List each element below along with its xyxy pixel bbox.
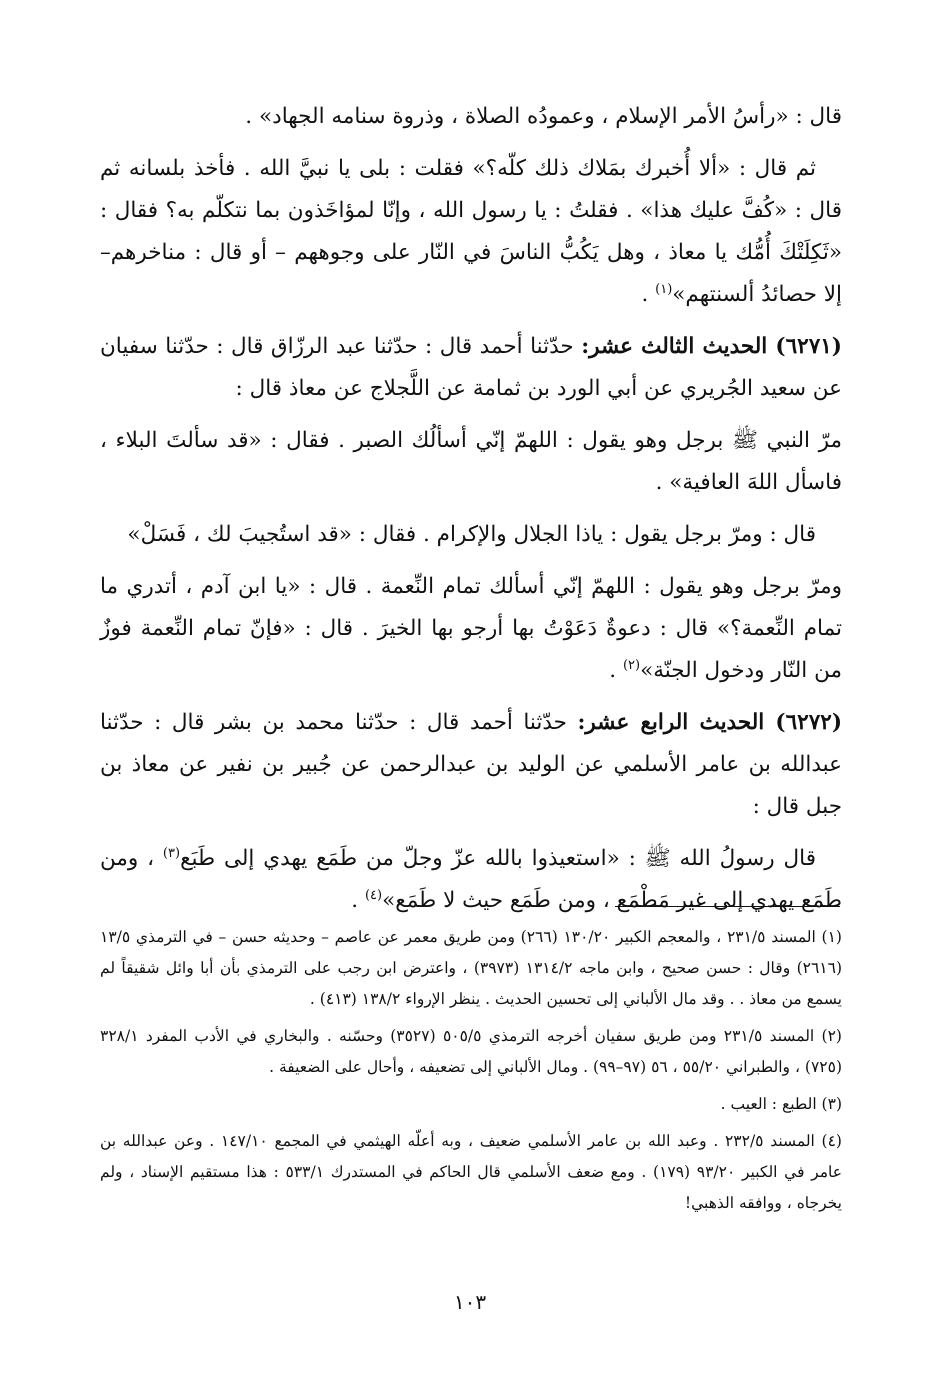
punctuation: . bbox=[641, 282, 656, 307]
footnotes bbox=[100, 922, 842, 1225]
footnote-ref: (٢) bbox=[622, 657, 641, 673]
footnote: (٣) الطبع : العيب . bbox=[720, 1095, 842, 1113]
hadith-heading: (٦٢٧٢) الحديث الرابع عشر: bbox=[577, 710, 842, 735]
punctuation: . bbox=[351, 888, 365, 913]
paragraph bbox=[100, 420, 842, 504]
hadith-heading-paragraph bbox=[100, 702, 842, 828]
paragraph bbox=[100, 514, 842, 556]
paragraph-text: ، ومن طَمَع يهدي إلى غير مَطْمَع ، ومن طَمَع حيث لا طَمَع» bbox=[100, 846, 842, 913]
footnote: (١) المسند ٢٣١/٥ ، والمعجم الكبير ١٣٠/٢٠ (٢٦٦) ومن طريق معمر عن عاصم – وحديثه حسن – في الترمذي ١٣/٥ (٢٦١٦) وقال : حسن صحيح ، وابن ماجه ١٣١٤/٢ (٣٩٧٣) ، واعترض ابن رجب على الترمذي بأن أبا وائل شقيقاً لم يسمع من معاذ . . وقد مال الألباني إلى تحسين الحديث . ينظر الإرواء ١٣٨/٢ (٤١٣) . bbox=[100, 928, 842, 1008]
footnote-ref: (١) bbox=[655, 281, 673, 297]
footnote-ref: (٤) bbox=[364, 887, 383, 903]
isnad-text: حدّثنا أحمد قال : حدّثنا عبد الرزّاق قال : حدّثنا سفيان عن سعيد الجُريري عن أبي الورد بن ثمامة عن اللَّجلاج عن معاذ قال : bbox=[100, 334, 842, 401]
footnote: (٢) المسند ٢٣١/٥ ومن طريق سفيان أخرجه الترمذي ٥٠٥/٥ (٣٥٢٧) وحسّنه . والبخاري في الأدب المفرد ٣٢٨/١ (٧٢٥) ، والطبراني ٥٥/٢٠ ، ٥٦ (٩٧–٩٩) . ومال الألباني إلى تضعيفه ، وأحال على الضعيفة . bbox=[100, 1027, 842, 1076]
paragraph-text: قال : ومرّ برجل يقول : ياذا الجلال والإكرام . فقال : «قد استُجيبَ لك ، فَسَلْ» bbox=[127, 522, 816, 547]
footnote-ref: (٣) bbox=[162, 845, 181, 861]
footnote: (٤) المسند ٢٣٢/٥ . وعبد الله بن عامر الأسلمي ضعيف ، وبه أعلّه الهيثمي في المجمع ١٤٧/١٠ . وعن عبدالله بن عامر في الكبير ٩٣/٢٠ (١٧٩) . ومع ضعف الأسلمي قال الحاكم في المستدرك ٥٣٣/١ : هذا مستقيم الإسناد ، ولم يخرجاه ، ووافقه الذهبي! bbox=[100, 1132, 842, 1212]
paragraph-text: ثم قال : «ألا أُخبرك بمَلاك ذلك كلّه؟» فقلت : بلى يا نبيَّ الله . فأخذ بلسانه ثم قال : «كُفَّ عليك هذا» . فقلتُ : يا رسول الله ، وإنّا لمؤاخَذون بما نتكلّم به؟ فقال : «ثَكِلَتْكَ أُمُّك يا معاذ ، وهل يَكُبُّ الناسَ في النّار على وجوههم – أو قال : مناخرهم– إلا حصائدُ ألسنتهم» bbox=[100, 156, 842, 307]
main-text bbox=[100, 96, 842, 932]
footnote-divider bbox=[615, 906, 840, 907]
paragraph bbox=[100, 838, 842, 922]
paragraph-text: قال رسولُ الله ﷺ : «استعيذوا بالله عزّ وجلّ من طَمَع يهدي إلى طَبَع bbox=[180, 846, 816, 871]
punctuation: . bbox=[609, 658, 623, 683]
paragraph-text: ومرّ برجل وهو يقول : اللهمّ إنّي أسألك تمام النِّعمة . قال : «يا ابن آدم ، أتدري ما تمام النِّعمة؟» قال : دعوةٌ دَعَوْتُ بها أرجو بها الخيرَ . قال : «فإنّ تمام النِّعمة فوزٌ من النّار ودخول الجنّة» bbox=[100, 574, 842, 683]
paragraph bbox=[100, 566, 842, 692]
isnad-text: حدّثنا أحمد قال : حدّثنا محمد بن بشر قال : حدّثنا عبدالله بن عامر الأسلمي عن الوليد بن عبدالرحمن عن جُبير بن نفير عن معاذ بن جبل قال : bbox=[100, 710, 842, 819]
paragraph-text: قال : «رأسُ الأمر الإسلام ، وعمودُه الصلاة ، وذروة سنامه الجهاد» . bbox=[245, 104, 842, 129]
page-number: ١٠٣ bbox=[453, 1290, 487, 1314]
paragraph bbox=[100, 148, 842, 316]
hadith-heading-paragraph bbox=[100, 326, 842, 410]
paragraph bbox=[100, 96, 842, 138]
hadith-heading: (٦٢٧١) الحديث الثالث عشر: bbox=[581, 334, 842, 359]
paragraph-text: مرّ النبي ﷺ برجل وهو يقول : اللهمّ إنّي أسألُك الصبر . فقال : «قد سألتَ البلاء ، فاسأل اللهَ العافية» . bbox=[100, 428, 842, 495]
